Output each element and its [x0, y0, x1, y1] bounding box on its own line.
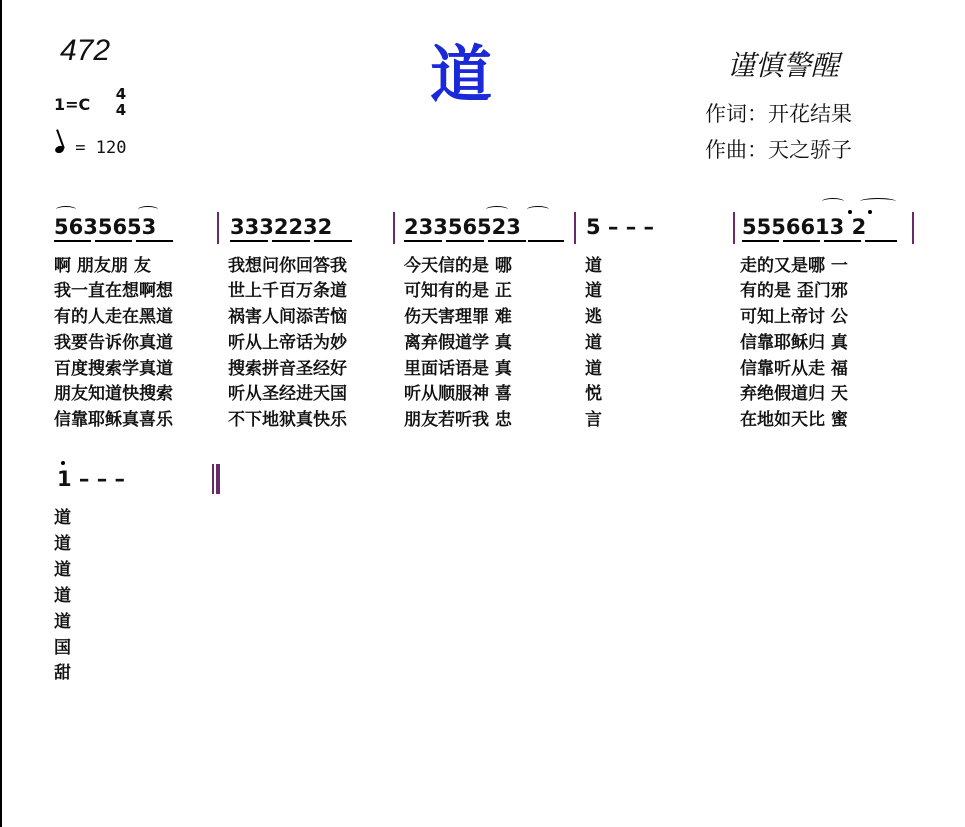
- measure-1: 5635653: [54, 215, 157, 239]
- lyric-verse-4-m1: 我要告诉你真道: [54, 333, 173, 353]
- beam: [446, 240, 484, 242]
- lyric-verse-6-m1: 朋友知道快搜索: [54, 384, 173, 404]
- key-signature: 1=C: [54, 95, 91, 114]
- beam: [230, 240, 268, 242]
- lyric-verse-1-m1: 啊 朋友朋 友: [54, 256, 151, 276]
- tie: [56, 206, 76, 213]
- tempo-marking: [55, 138, 126, 158]
- final-lyric-7: 甜: [54, 663, 71, 683]
- lyric-verse-4-m3: 离弃假道学 真: [404, 333, 512, 353]
- beam: [865, 240, 897, 242]
- composer-credit: 作曲：天之骄子: [705, 138, 852, 162]
- tie: [860, 198, 896, 205]
- barline: [393, 212, 395, 244]
- lyric-verse-1-m3: 今天信的是 哪: [404, 256, 512, 276]
- lyric-verse-6-m5: 弃绝假道归 天: [740, 384, 848, 404]
- lyric-verse-7-m2: 不下地狱真快乐: [228, 410, 347, 430]
- barline: [217, 212, 219, 244]
- lyric-verse-3-m3: 伤天害理罪 难: [404, 307, 512, 327]
- lyric-verse-4-m2: 听从上帝话为妙: [228, 333, 347, 353]
- beam: [314, 240, 352, 242]
- lyric-verse-3-m4: 逃: [585, 307, 602, 327]
- lyric-verse-1-m5: 走的又是哪 一: [740, 256, 848, 276]
- lyric-verse-2-m3: 可知有的是 正: [404, 281, 512, 301]
- lyric-verse-6-m2: 听从圣经进天国: [228, 384, 347, 404]
- octave-dot: [61, 461, 65, 465]
- lyric-verse-1-m2: 我想问你回答我: [228, 256, 347, 276]
- lyric-verse-2-m2: 世上千百万条道: [228, 281, 347, 301]
- lyric-verse-6-m4: 悦: [585, 384, 602, 404]
- lyricist-credit: 作词：开花结果: [705, 102, 852, 126]
- lyric-verse-5-m3: 里面话语是 真: [404, 359, 512, 379]
- lyric-verse-5-m1: 百度搜索学真道: [54, 359, 173, 379]
- song-title: 道: [430, 38, 493, 111]
- tagline: 谨慎警醒: [727, 49, 840, 82]
- lyric-verse-2-m5: 有的是 歪门邪: [740, 281, 848, 301]
- lyric-verse-7-m5: 在地如天比 蜜: [740, 410, 848, 430]
- final-lyric-1: 道: [54, 508, 71, 528]
- beam: [488, 240, 526, 242]
- tie: [527, 206, 549, 213]
- beam: [54, 240, 91, 242]
- lyric-verse-5-m4: 道: [585, 359, 602, 379]
- tie: [138, 206, 158, 213]
- lyric-verse-3-m1: 有的人走在黑道: [54, 307, 173, 327]
- octave-dot: [868, 210, 872, 214]
- lyric-verse-7-m4: 言: [585, 410, 602, 430]
- barline: [912, 212, 914, 244]
- time-signature-bottom: 4: [115, 101, 127, 119]
- lyric-verse-3-m5: 可知上帝讨 公: [740, 307, 848, 327]
- beam: [136, 240, 173, 242]
- lyric-verse-5-m2: 搜索拼音圣经好: [228, 359, 347, 379]
- lyric-verse-2-m1: 我一直在想啊想: [54, 281, 173, 301]
- octave-dot: [848, 210, 852, 214]
- tempo-value: = 120: [75, 138, 127, 158]
- final-lyric-6: 国: [54, 638, 71, 658]
- time-signature: [114, 86, 128, 118]
- lyric-verse-3-m2: 祸害人间添苦恼: [228, 307, 347, 327]
- final-lyric-5: 道: [54, 612, 71, 632]
- lyric-verse-1-m4: 道: [585, 256, 602, 276]
- final-lyric-2: 道: [54, 534, 71, 554]
- tie: [822, 198, 844, 205]
- lyric-verse-7-m1: 信靠耶稣真喜乐: [54, 410, 173, 430]
- lyric-verse-4-m4: 道: [585, 333, 602, 353]
- beam: [404, 240, 442, 242]
- lyric-verse-4-m5: 信靠耶稣归 真: [740, 333, 848, 353]
- beam: [528, 240, 564, 242]
- beam: [95, 240, 132, 242]
- final-lyric-3: 道: [54, 560, 71, 580]
- barline: [574, 212, 576, 244]
- lyric-verse-6-m3: 听从顺服神 喜: [404, 384, 512, 404]
- final-barline-thick: [216, 464, 220, 494]
- barline: [733, 212, 735, 244]
- measure-5: 5556613 2: [742, 215, 867, 239]
- final-barline-thin: [212, 464, 214, 494]
- time-signature-top: 4: [115, 85, 127, 103]
- measure-6: 1 – – –: [57, 467, 126, 491]
- song-number: 472: [60, 34, 111, 67]
- beam: [742, 240, 779, 242]
- lyric-verse-7-m3: 朋友若听我 忠: [404, 410, 512, 430]
- measure-3: 23356523: [404, 215, 521, 239]
- final-lyric-4: 道: [54, 586, 71, 606]
- page-left-border: [0, 0, 2, 827]
- measure-4: 5 – – –: [586, 215, 655, 239]
- lyric-verse-5-m5: 信靠听从走 福: [740, 359, 848, 379]
- tie: [486, 206, 508, 213]
- measure-2: 3332232: [230, 215, 333, 239]
- lyric-verse-2-m4: 道: [585, 281, 602, 301]
- beam: [824, 240, 861, 242]
- quarter-note-icon: [54, 145, 65, 155]
- beam: [783, 240, 820, 242]
- beam: [272, 240, 310, 242]
